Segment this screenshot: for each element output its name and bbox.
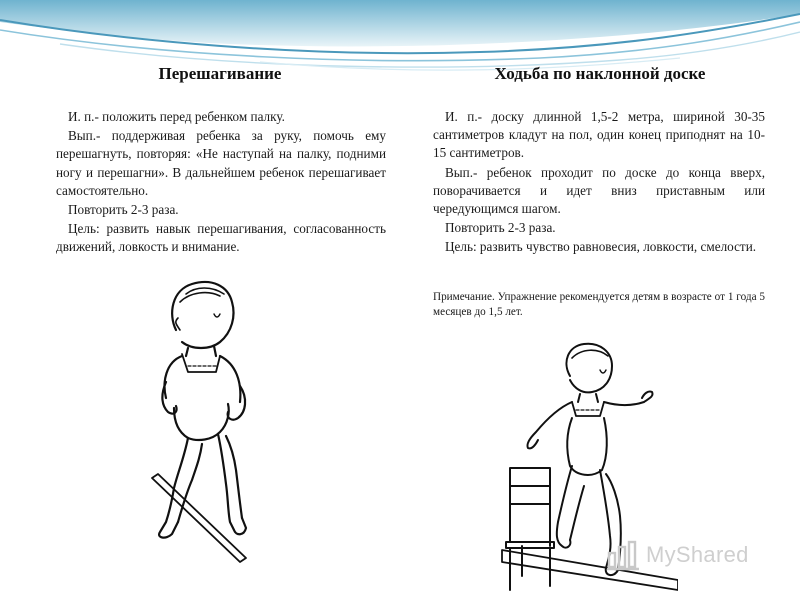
left-paragraph: Вып.- поддерживая ребенка за руку, помочь ему перешагнуть, повторяя: «Не наступай на палку, подними ногу и перешагни». В дальнейшем ребенок перешагивает самостоятельно. [56, 128, 386, 198]
watermark [606, 537, 776, 573]
left-title: Перешагивание [158, 64, 282, 83]
left-text-block [56, 108, 386, 257]
right-text-block [433, 108, 765, 257]
right-paragraph: Повторить 2-3 раза. [445, 220, 556, 236]
right-paragraph: Вып.- ребенок проходит по доске до конца вверх, поворачивается и идет вниз приставным или чередующимся шагом. [433, 164, 765, 217]
left-paragraph: Повторить 2-3 раза. [68, 202, 179, 218]
right-title: Ходьба по наклонной доске [494, 64, 706, 83]
child-stepping-over-stick-illustration [116, 272, 282, 576]
left-paragraph: И. п.- положить перед ребенком палку. [68, 109, 285, 124]
watermark-text: MyShared [646, 542, 749, 567]
right-paragraph: Цель: развить чувство равновесия, ловкости, смелости. [445, 239, 757, 255]
left-paragraph: Цель: развить навык перешагивания, согласованность движений, ловкость и внимание. [56, 221, 386, 255]
right-paragraph: И. п.- доску длинной 1,5-2 метра, шириной 30-35 сантиметров кладут на пол, один конец приподнят на 10-15 сантиметров. [433, 109, 765, 161]
bar-chart-logo-icon [606, 539, 640, 571]
right-note: Примечание. Упражнение рекомендуется детям в возрасте от 1 года 5 месяцев до 1,5 лет. [433, 291, 765, 318]
